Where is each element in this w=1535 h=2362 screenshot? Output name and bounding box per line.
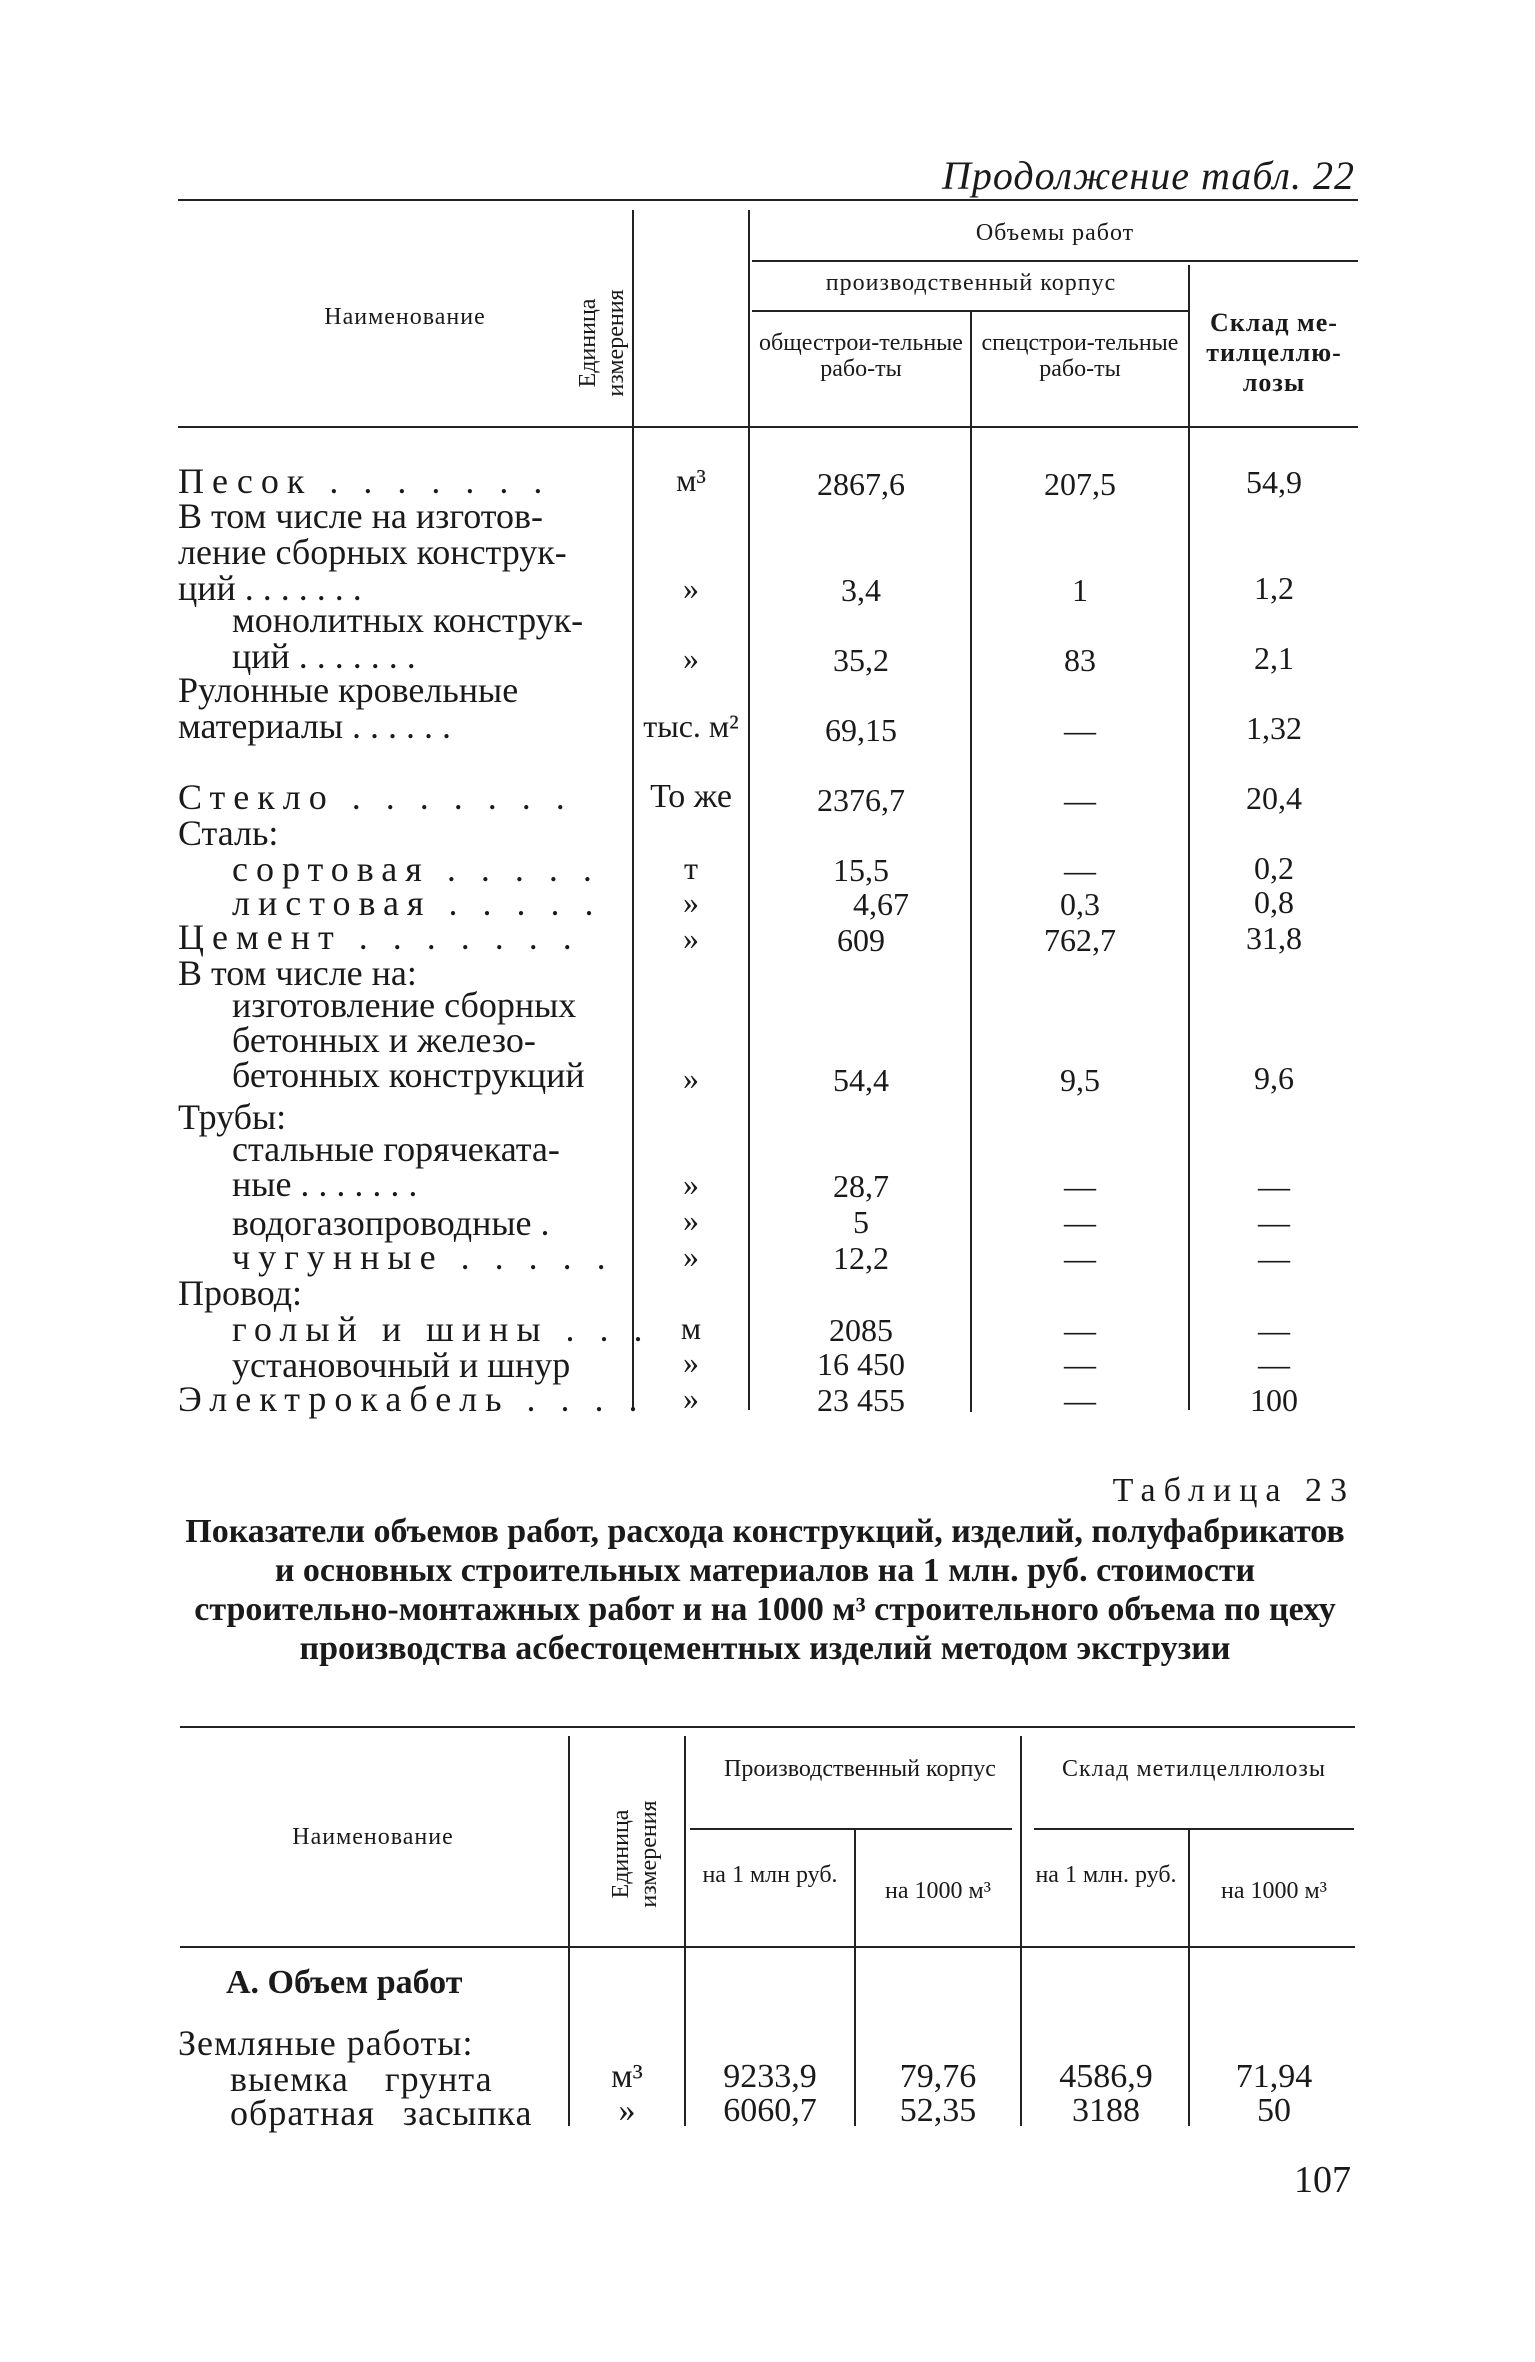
cell-b-mln: 9233,9 bbox=[723, 2058, 817, 2095]
row-name: листовая . . . . . bbox=[232, 883, 602, 923]
warehouse-subrule bbox=[1034, 1828, 1354, 1830]
row-name: Стекло . . . . . . . bbox=[178, 777, 573, 817]
cell-b-1000: 79,76 bbox=[899, 2058, 977, 2095]
row-name: Рулонные кровельные материалы . . . . . . bbox=[178, 670, 519, 746]
cell-warehouse: 1,2 bbox=[1254, 570, 1294, 606]
header-building: производственный корпус bbox=[825, 270, 1117, 296]
group-heading: Земляные работы: bbox=[178, 2023, 474, 2063]
cell-special: 1 bbox=[1072, 572, 1088, 608]
cell-unit: » bbox=[683, 1238, 699, 1274]
row-name: В том числе на изготов-ление сборных конструк-ций . . . . . . . bbox=[178, 496, 567, 608]
cell-unit: м³ bbox=[611, 2058, 643, 2095]
cell-general: 4,67 bbox=[853, 886, 909, 922]
cell-warehouse: — bbox=[1258, 1204, 1290, 1240]
cell-special: — bbox=[1064, 1240, 1096, 1276]
col-divider bbox=[684, 1736, 686, 2126]
cell-special: 207,5 bbox=[1044, 466, 1116, 502]
header-name: Наименование bbox=[324, 304, 486, 330]
cell-special: — bbox=[1064, 1312, 1096, 1348]
table-22-header-rule bbox=[178, 426, 1358, 428]
row-name: монолитных конструк-ций . . . . . . . bbox=[232, 600, 584, 676]
t23-header-building: Производственный корпус bbox=[724, 1756, 996, 1782]
row-name: голый и шины . . . bbox=[232, 1309, 651, 1349]
cell-general: 609 bbox=[837, 922, 885, 958]
row-name: установочный и шнур bbox=[232, 1345, 571, 1385]
col-divider bbox=[1188, 1830, 1190, 2126]
cell-unit: м³ bbox=[676, 462, 706, 498]
table-row bbox=[178, 1378, 646, 1420]
header-volumes: Объемы работ bbox=[975, 220, 1135, 246]
row-name: водогазопроводные . bbox=[232, 1203, 550, 1243]
cell-general: 35,2 bbox=[833, 642, 889, 678]
cell-general: 5 bbox=[853, 1204, 869, 1240]
header-warehouse: Склад ме-тилцеллю-лозы bbox=[1206, 308, 1342, 397]
cell-general: 2867,6 bbox=[817, 466, 905, 502]
cell-general: 28,7 bbox=[833, 1168, 889, 1204]
cell-special: 83 bbox=[1064, 642, 1096, 678]
table-23-number: Таблица 23 bbox=[1112, 1472, 1355, 1509]
header-general: общестрои-тельные рабо-ты bbox=[759, 330, 963, 382]
col-divider bbox=[1020, 1736, 1022, 2126]
volumes-subrule bbox=[752, 260, 1358, 262]
cell-warehouse: 2,1 bbox=[1254, 640, 1294, 676]
cell-general: 15,5 bbox=[833, 852, 889, 888]
cell-warehouse: — bbox=[1258, 1168, 1290, 1204]
cell-unit: » bbox=[683, 1344, 699, 1380]
t23-header-unit: Единица измерения bbox=[608, 1800, 662, 1908]
t23-header-per-1000: на 1000 м³ bbox=[885, 1878, 991, 1904]
page-number: 107 bbox=[1294, 2159, 1351, 2201]
cell-unit: » bbox=[683, 1202, 699, 1238]
cell-general: 12,2 bbox=[833, 1240, 889, 1276]
cell-warehouse: — bbox=[1258, 1240, 1290, 1276]
col-divider bbox=[632, 210, 634, 1410]
cell-warehouse: 0,2 bbox=[1254, 850, 1294, 886]
t23-header-per-1000-2: на 1000 м³ bbox=[1221, 1878, 1327, 1904]
cell-unit: » bbox=[683, 884, 699, 920]
row-name: В том числе на: bbox=[178, 953, 417, 993]
col-divider bbox=[854, 1830, 856, 2126]
row-name: Сталь: bbox=[178, 813, 279, 853]
cell-b-1000: 52,35 bbox=[899, 2092, 977, 2129]
cell-general: 23 455 bbox=[817, 1382, 905, 1418]
row-name: Песок . . . . . . . bbox=[178, 461, 551, 501]
header-special: спецстрои-тельные рабо-ты bbox=[981, 330, 1179, 382]
cell-unit: » bbox=[618, 2092, 636, 2129]
cell-special: — bbox=[1064, 1382, 1096, 1418]
cell-special: — bbox=[1064, 1168, 1096, 1204]
cell-warehouse: 20,4 bbox=[1246, 780, 1302, 816]
table-row-name: выемка грунта bbox=[230, 2059, 493, 2099]
cell-unit: » bbox=[683, 640, 699, 676]
building-subrule bbox=[690, 1828, 1012, 1830]
row-name: Трубы: bbox=[178, 1097, 287, 1137]
row-name: изготовление сборных бетонных и железо-бетонных конструкций bbox=[232, 985, 585, 1095]
row-name: Провод: bbox=[178, 1273, 303, 1313]
cell-unit: тыс. м² bbox=[643, 708, 739, 744]
cell-general: 2085 bbox=[829, 1312, 893, 1348]
col-divider bbox=[748, 210, 750, 1410]
cell-warehouse: 0,8 bbox=[1254, 884, 1294, 920]
t23-header-name: Наименование bbox=[292, 1824, 454, 1850]
row-name: Цемент . . . . . . . bbox=[178, 917, 580, 957]
cell-general: 3,4 bbox=[841, 572, 881, 608]
section-heading: А. Объем работ bbox=[226, 1964, 463, 2001]
header-unit: Единица измерения bbox=[575, 289, 629, 397]
cell-special: — bbox=[1064, 852, 1096, 888]
table-23-title: Показатели объемов работ, расхода конструкций, изделий, полуфабрикатов и основных строительных материалов на 1 млн. руб. стоимости строительно-монтажных работ и на 1000 м³ строительного объема по цеху производства асбестоцементных изделий методом экструзии bbox=[185, 1513, 1345, 1667]
cell-unit: » bbox=[683, 1380, 699, 1416]
cell-warehouse: 100 bbox=[1250, 1382, 1298, 1418]
cell-general: 2376,7 bbox=[817, 782, 905, 818]
cell-w-1000: 71,94 bbox=[1235, 2058, 1313, 2095]
cell-special: — bbox=[1064, 1346, 1096, 1382]
cell-w-1000: 50 bbox=[1257, 2092, 1291, 2129]
cell-unit: » bbox=[683, 920, 699, 956]
cell-special: — bbox=[1064, 712, 1096, 748]
cell-general: 16 450 bbox=[817, 1346, 905, 1382]
table-23-top-rule bbox=[180, 1726, 1355, 1728]
cell-special: — bbox=[1064, 782, 1096, 818]
cell-warehouse: 54,9 bbox=[1246, 464, 1302, 500]
cell-special: 0,3 bbox=[1060, 886, 1100, 922]
cell-special: — bbox=[1064, 1204, 1096, 1240]
cell-unit: м bbox=[680, 1310, 702, 1346]
cell-warehouse: — bbox=[1258, 1312, 1290, 1348]
t23-header-per-mln: на 1 млн руб. bbox=[702, 1862, 838, 1888]
cell-unit: т bbox=[684, 850, 698, 886]
table-23-header-rule bbox=[180, 1946, 1355, 1948]
cell-unit: » bbox=[683, 1166, 699, 1202]
cell-b-mln: 6060,7 bbox=[723, 2092, 817, 2129]
cell-unit: » bbox=[683, 1060, 699, 1096]
cell-special: 762,7 bbox=[1044, 922, 1116, 958]
cell-warehouse: 9,6 bbox=[1254, 1060, 1294, 1096]
row-name: Электрокабель . . . . bbox=[178, 1379, 646, 1419]
cell-unit: То же bbox=[650, 778, 732, 815]
cell-warehouse: 31,8 bbox=[1246, 920, 1302, 956]
table-22-top-rule bbox=[178, 199, 1358, 201]
cell-general: 54,4 bbox=[833, 1062, 889, 1098]
col-divider bbox=[568, 1736, 570, 2126]
cell-w-mln: 4586,9 bbox=[1059, 2058, 1153, 2095]
cell-w-mln: 3188 bbox=[1072, 2092, 1140, 2129]
cell-warehouse: — bbox=[1258, 1346, 1290, 1382]
cell-warehouse: 1,32 bbox=[1246, 710, 1302, 746]
table-22-caption: Продолжение табл. 22 bbox=[941, 153, 1355, 198]
cell-special: 9,5 bbox=[1060, 1062, 1100, 1098]
row-name: сортовая . . . . . bbox=[232, 849, 600, 889]
row-name: чугунные . . . . . bbox=[232, 1237, 614, 1277]
cell-general: 69,15 bbox=[825, 712, 897, 748]
t23-header-per-mln-2: на 1 млн. руб. bbox=[1035, 1862, 1177, 1888]
table-row-name: обратная засыпка bbox=[230, 2093, 533, 2133]
row-name: стальные горячеката-ные . . . . . . . bbox=[232, 1129, 560, 1204]
cell-unit: » bbox=[683, 570, 699, 606]
t23-header-warehouse: Склад метилцеллюлозы bbox=[1061, 1756, 1327, 1782]
